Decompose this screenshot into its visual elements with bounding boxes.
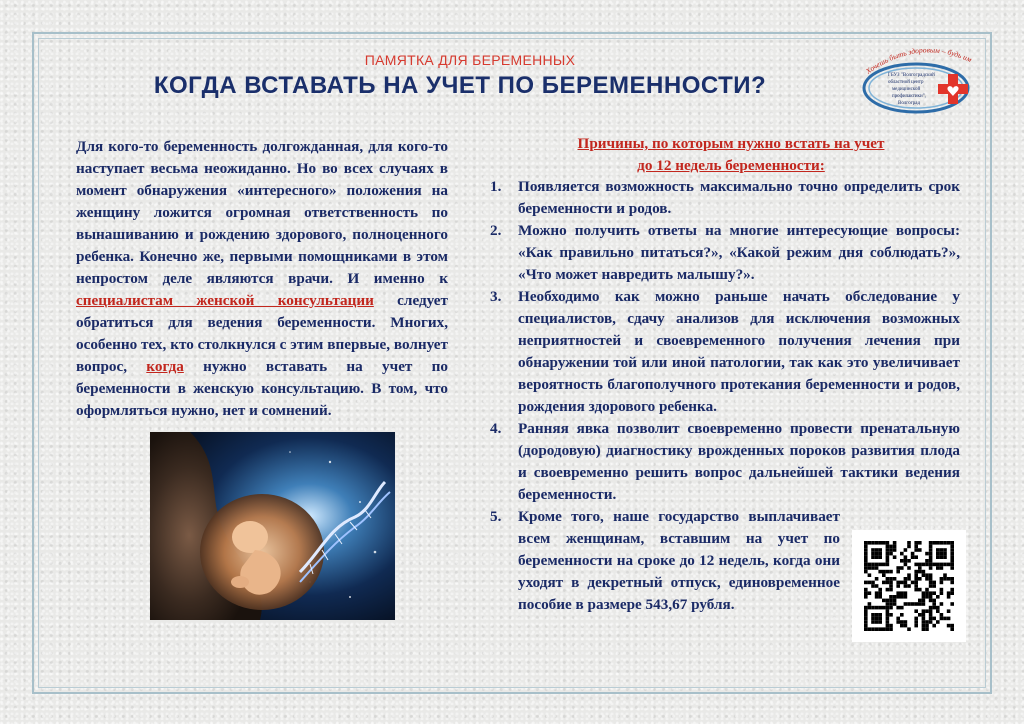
logo-org-line5: Волгоград xyxy=(898,101,921,106)
poster-title: КОГДА ВСТАВАТЬ НА УЧЕТ ПО БЕРЕМЕННОСТИ? xyxy=(153,72,767,99)
intro-highlight-specialists: специалистам женской консультации xyxy=(76,292,374,309)
reason-text: Кроме того, наше государство выплачивает всем женщинам, вставшим на учет по беременности на сроке до 12 недель, когда они уходят в декретный отпуск, единовременное пособие в размере 543,67 рубля. xyxy=(518,508,840,613)
reasons-heading-line2: до 12 недель беременности: xyxy=(637,157,825,174)
reason-text: Необходимо как можно раньше начать обследование у специалистов, сдачу анализов для исключения возможных неприятностей и своевременного получения лечения при обнаружении той или иной патологии, так как это увеличивает вероятность благополучного протекания беременности и родов, рождения здорового ребенка. xyxy=(518,288,960,415)
reason-number: 1. xyxy=(490,178,502,195)
reason-item-2 xyxy=(490,220,960,286)
reason-item-3 xyxy=(490,286,960,418)
poster-subtitle: ПАМЯТКА ДЛЯ БЕРЕМЕННЫХ xyxy=(364,52,576,68)
intro-text-part2: следует обратиться для ведения беременности. Многих, особенно тех, кто столкнулся с этим впервые, волнует вопрос, xyxy=(76,292,448,375)
qr-code-icon xyxy=(852,530,966,642)
intro-text xyxy=(76,136,448,422)
org-logo xyxy=(858,40,978,120)
qr-code[interactable] xyxy=(852,530,966,642)
medical-cross-heart-icon xyxy=(858,40,978,120)
logo-org-line2: областной центр xyxy=(888,80,924,85)
logo-org-line3: медицинской xyxy=(892,87,921,92)
reason-number: 2. xyxy=(490,222,502,239)
reason-number: 3. xyxy=(490,288,502,305)
pregnancy-illustration xyxy=(150,432,395,620)
reason-item-4 xyxy=(490,418,960,506)
reason-text: Можно получить ответы на многие интересующие вопросы: «Как правильно питаться?», «Какой режим дня соблюдать?», «Что может навредить малышу?». xyxy=(518,222,960,283)
logo-slogan: Хочешь быть здоровым – будь им xyxy=(864,45,974,76)
logo-org-line1: ГБУЗ "Волгоградский xyxy=(888,73,935,78)
reason-number: 5. xyxy=(490,508,502,525)
reason-text: Ранняя явка позволит своевременно провести пренатальную (дородовую) диагностику врожденных пороков развития плода и своевременно решить вопрос дальнейшей тактики ведения беременности. xyxy=(518,420,960,503)
intro-text-part1: Для кого-то беременность долгожданная, для кого-то наступает весьма неожиданно. Но во всех случаях в момент обнаружения «интересного» положения на женщину ложится огромная ответственность по вынашиванию и рождению здорового, полноценного ребенка. Конечно же, первыми помощниками в этом непростом деле являются врачи. И именно к xyxy=(76,138,448,287)
svg-text:Хочешь быть здоровым – будь им xyxy=(858,40,973,76)
logo-org-line4: профилактики", xyxy=(892,94,926,99)
intro-text-part3: нужно вставать на учет по беременности в женскую консультацию. В том, что оформляться нужно, нет и сомнений. xyxy=(76,358,448,419)
intro-highlight-when: когда xyxy=(146,358,184,375)
reasons-heading xyxy=(496,133,966,177)
reason-text: Появляется возможность максимально точно определить срок беременности и родов. xyxy=(518,178,960,217)
reason-number: 4. xyxy=(490,420,502,437)
reason-item-1 xyxy=(490,176,960,220)
reasons-heading-line1: Причины, по которым нужно встать на учет xyxy=(577,135,885,152)
